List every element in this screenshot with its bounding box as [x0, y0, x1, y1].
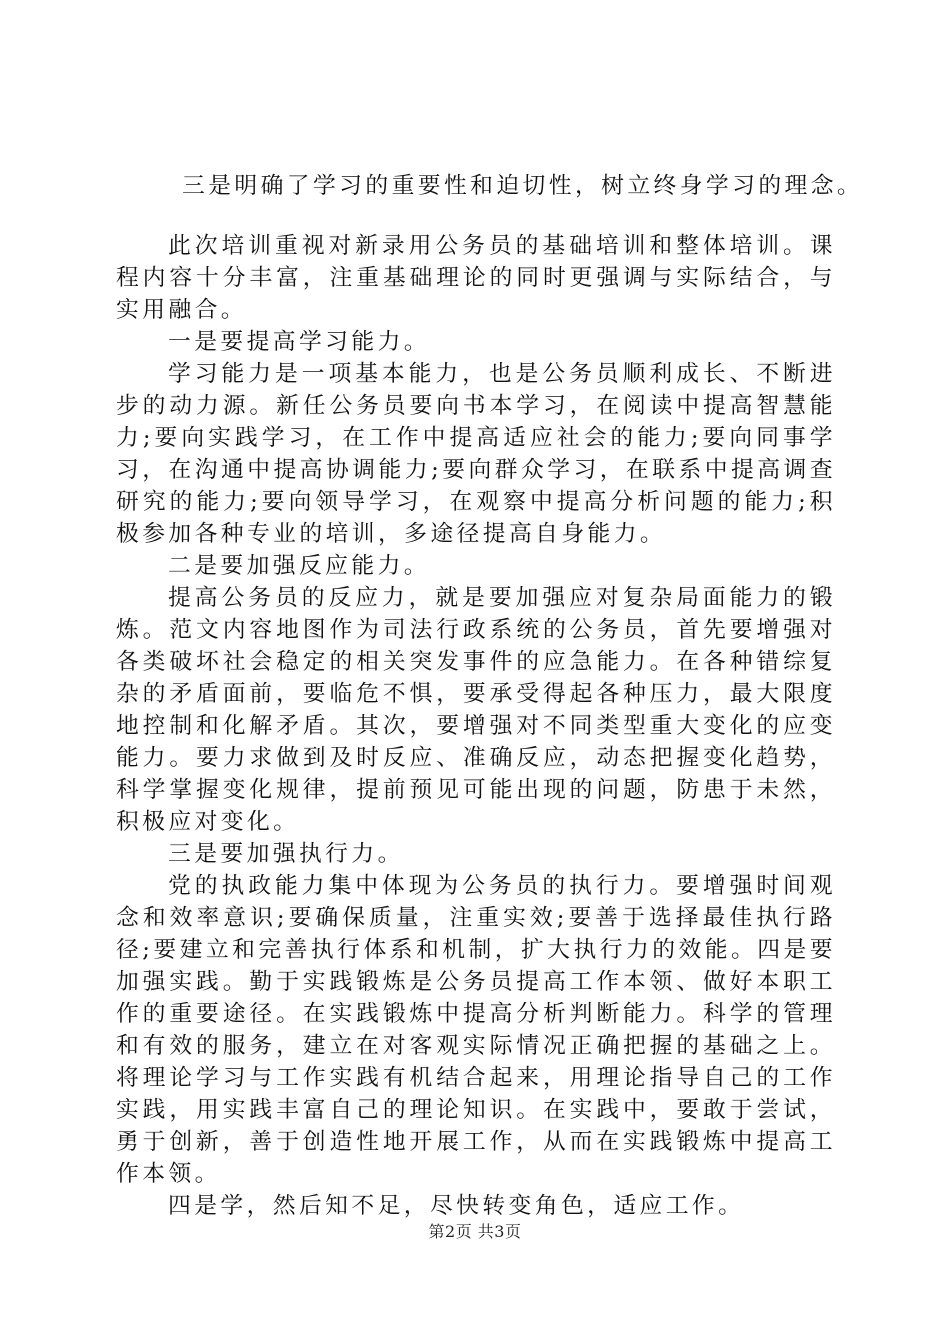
heading-execution: 三是要加强执行力。	[168, 841, 404, 867]
paragraph-study-importance: 三是明确了学习的重要性和迫切性，树立终身学习的理念。	[182, 173, 864, 199]
paragraph-adapt-to-work: 四是学，然后知不足，尽快转变角色，适应工作。	[168, 1193, 745, 1219]
page-number-footer: 第2页 共3页	[428, 1222, 522, 1241]
heading-learning-ability: 一是要提高学习能力。	[168, 329, 430, 355]
body-text	[116, 170, 864, 1222]
paragraph-learning-ability: 学习能力是一项基本能力，也是公务员顺利成长、不断进步的动力源。新任公务员要向书本学习，在阅读中提高智慧能力;要向实践学习，在工作中提高适应社会的能力;要向同事学习，在沟通中提高协调能力;要向群众学习，在联系中提高调查研究的能力;要向领导学习，在观察中提高分析问题的能力;积极参加各种专业的培训，多途径提高自身能力。	[116, 361, 836, 547]
heading-reaction-ability: 二是要加强反应能力。	[168, 553, 430, 579]
paragraph-reaction-ability: 提高公务员的反应力，就是要加强应对复杂局面能力的锻炼。范文内容地图作为司法行政系统的公务员，首先要增强对各类破坏社会稳定的相关突发事件的应急能力。在各种错综复杂的矛盾面前，要临危不惧，要承受得起各种压力，最大限度地控制和化解矛盾。其次，要增强对不同类型重大变化的应变能力。要力求做到及时反应、准确反应，动态把握变化趋势，科学掌握变化规律，提前预见可能出现的问题，防患于未然，积极应对变化。	[116, 585, 836, 835]
paragraph-training-overview: 此次培训重视对新录用公务员的基础培训和整体培训。课程内容十分丰富，注重基础理论的同时更强调与实际结合，与实用融合。	[116, 233, 836, 323]
paragraph-execution: 党的执政能力集中体现为公务员的执行力。要增强时间观念和效率意识;要确保质量，注重实效;要善于选择最佳执行路径;要建立和完善执行体系和机制，扩大执行力的效能。四是要加强实践。勤于实践锻炼是公务员提高工作本领、做好本职工作的重要途径。在实践锻炼中提高分析判断能力。科学的管理和有效的服务，建立在对客观实际情况正确把握的基础之上。将理论学习与工作实践有机结合起来，用理论指导自己的工作实践，用实践丰富自己的理论知识。在实践中，要敢于尝试，勇于创新，善于创造性地开展工作，从而在实践锻炼中提高工作本领。	[116, 873, 836, 1187]
